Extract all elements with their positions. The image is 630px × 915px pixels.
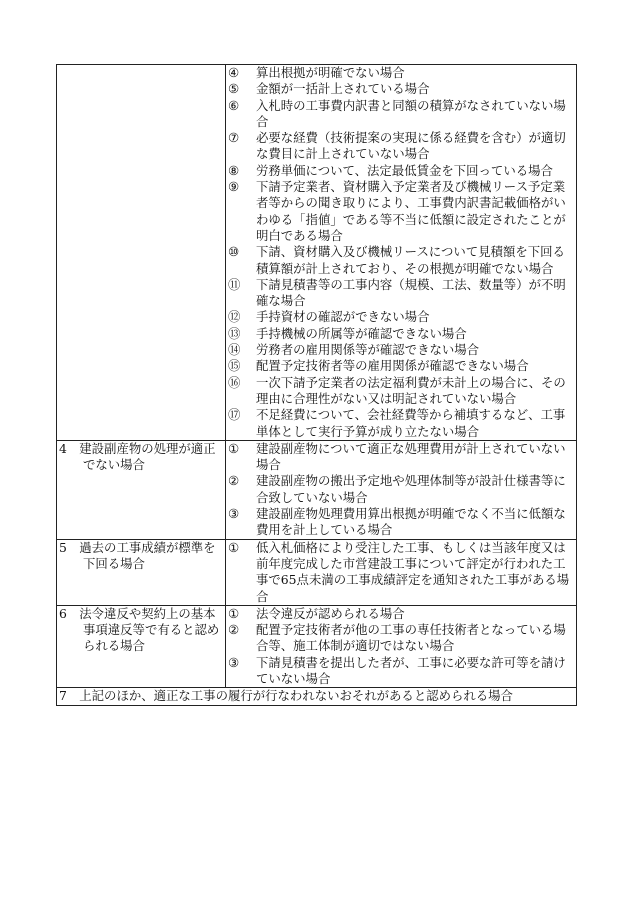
criteria-table bbox=[56, 64, 577, 706]
item-number: ⑪ bbox=[228, 276, 241, 292]
item-text: 法令違反が認められる場合 bbox=[256, 605, 405, 621]
table-row bbox=[57, 440, 577, 539]
item-number: ⑩ bbox=[228, 244, 240, 260]
table-row bbox=[57, 65, 577, 441]
category-label: 4 建設副産物の処理が適正でない場合 bbox=[59, 440, 216, 473]
item-text: 下請予定業者、資材購入予定業者及び機械リース予定業者等からの聞き取りにより、工事費内訳書記載価格がいわゆる「指値」である等不当に低額に設定されたことが明白である場合 bbox=[256, 179, 566, 243]
category-cell bbox=[57, 65, 226, 441]
item-text: 一次下請予定業者の法定福利費が未計上の場合に、その理由に合理性がない又は明記されていない場合 bbox=[256, 374, 566, 406]
item-number: ⑤ bbox=[228, 81, 240, 97]
category-label: 5 過去の工事成績が標準を下回る場合 bbox=[59, 539, 216, 571]
item-text: 金額が一括計上されている場合 bbox=[256, 81, 430, 97]
item-text: 建設副産物について適正な処理費用が計上されていない場合 bbox=[256, 440, 566, 473]
item-text: 入札時の工事費内訳書と同額の積算がなされていない場合 bbox=[256, 97, 566, 129]
item-number: ⑮ bbox=[228, 358, 241, 374]
list-item bbox=[228, 622, 574, 655]
list-item bbox=[228, 326, 574, 342]
list-item bbox=[228, 407, 574, 440]
item-number: ⑰ bbox=[228, 407, 241, 423]
list-item bbox=[228, 655, 574, 688]
list-item bbox=[228, 441, 574, 474]
footer-text: 7 上記のほか、適正な工事の履行が行なわれないおそれがあると認められる場合 bbox=[59, 688, 513, 704]
item-number: ③ bbox=[228, 506, 240, 522]
item-text: 下請見積書等の工事内容（規模、工法、数量等）が不明確な場合 bbox=[256, 276, 566, 309]
item-text: 配置予定技術者が他の工事の専任技術者となっている場合等、施工体制が適切ではない場合 bbox=[256, 622, 566, 654]
list-item bbox=[228, 309, 574, 325]
table-row bbox=[57, 605, 577, 687]
list-item bbox=[228, 473, 574, 506]
list-item bbox=[228, 163, 574, 179]
item-number: ⑧ bbox=[228, 162, 240, 178]
footer-cell bbox=[57, 688, 577, 705]
list-item bbox=[228, 342, 574, 358]
items-cell bbox=[226, 539, 577, 605]
list-item bbox=[228, 81, 574, 97]
list-item bbox=[228, 540, 574, 605]
item-number: ⑥ bbox=[228, 97, 240, 113]
item-number: ③ bbox=[228, 654, 240, 670]
item-number: ⑬ bbox=[228, 325, 241, 341]
item-number: ⑭ bbox=[228, 342, 241, 358]
list-item bbox=[228, 606, 574, 622]
category-cell bbox=[57, 539, 226, 605]
item-text: 低入札価格により受注した工事、もしくは当該年度又は前年度完成した市営建設工事について評定が行われた工事で65点未満の工事成績評定を通知された工事がある場合 bbox=[256, 539, 570, 604]
table-row bbox=[57, 688, 577, 705]
item-text: 不足経費について、会社経費等から補填するなど、工事単体として実行予算が成り立たない場合 bbox=[256, 407, 566, 439]
item-text: 下請見積書を提出した者が、工事に必要な許可等を請けていない場合 bbox=[256, 654, 566, 686]
items-cell bbox=[226, 440, 577, 539]
item-text: 算出根拠が明確でない場合 bbox=[256, 65, 405, 80]
table-row bbox=[57, 539, 577, 605]
item-text: 労務者の雇用関係等が確認できない場合 bbox=[256, 342, 480, 358]
list-item bbox=[228, 358, 574, 374]
item-number: ① bbox=[228, 440, 240, 456]
category-cell bbox=[57, 605, 226, 687]
item-text: 建設副産物処理費用算出根拠が明確でなく不当に低額な費用を計上している場合 bbox=[256, 506, 566, 538]
item-text: 下請、資材購入及び機械リースについて見積額を下回る積算額が計上されており、その根拠が明確でない場合 bbox=[256, 244, 565, 276]
category-cell bbox=[57, 440, 226, 539]
items-cell bbox=[226, 65, 577, 441]
items-cell bbox=[226, 605, 577, 687]
item-text: 配置予定技術者等の雇用関係が確認できない場合 bbox=[256, 358, 529, 374]
item-number: ① bbox=[228, 605, 240, 621]
list-item bbox=[228, 277, 574, 310]
list-item bbox=[228, 65, 574, 81]
category-label: 6 法令違反や契約上の基本事項違反等で有ると認められる場合 bbox=[59, 605, 220, 654]
item-number: ⑨ bbox=[228, 179, 240, 195]
list-item bbox=[228, 130, 574, 163]
list-item bbox=[228, 98, 574, 131]
list-item bbox=[228, 179, 574, 244]
item-number: ② bbox=[228, 473, 240, 489]
item-text: 労務単価について、法定最低賃金を下回っている場合 bbox=[256, 162, 553, 178]
item-number: ④ bbox=[228, 65, 240, 80]
item-text: 必要な経費（技術提案の実現に係る経費を含む）が適切な費目に計上されていない場合 bbox=[256, 130, 566, 162]
item-number: ⑫ bbox=[228, 309, 241, 325]
item-text: 建設副産物の搬出予定地や処理体制等が設計仕様書等に合致していない場合 bbox=[256, 473, 566, 505]
list-item bbox=[228, 375, 574, 408]
item-text: 手持機械の所属等が確認できない場合 bbox=[256, 325, 467, 341]
item-number: ⑦ bbox=[228, 130, 240, 146]
list-item bbox=[228, 506, 574, 539]
item-text: 手持資材の確認ができない場合 bbox=[256, 309, 430, 325]
item-number: ② bbox=[228, 622, 240, 638]
item-number: ① bbox=[228, 539, 240, 555]
item-number: ⑯ bbox=[228, 374, 241, 390]
list-item bbox=[228, 244, 574, 277]
